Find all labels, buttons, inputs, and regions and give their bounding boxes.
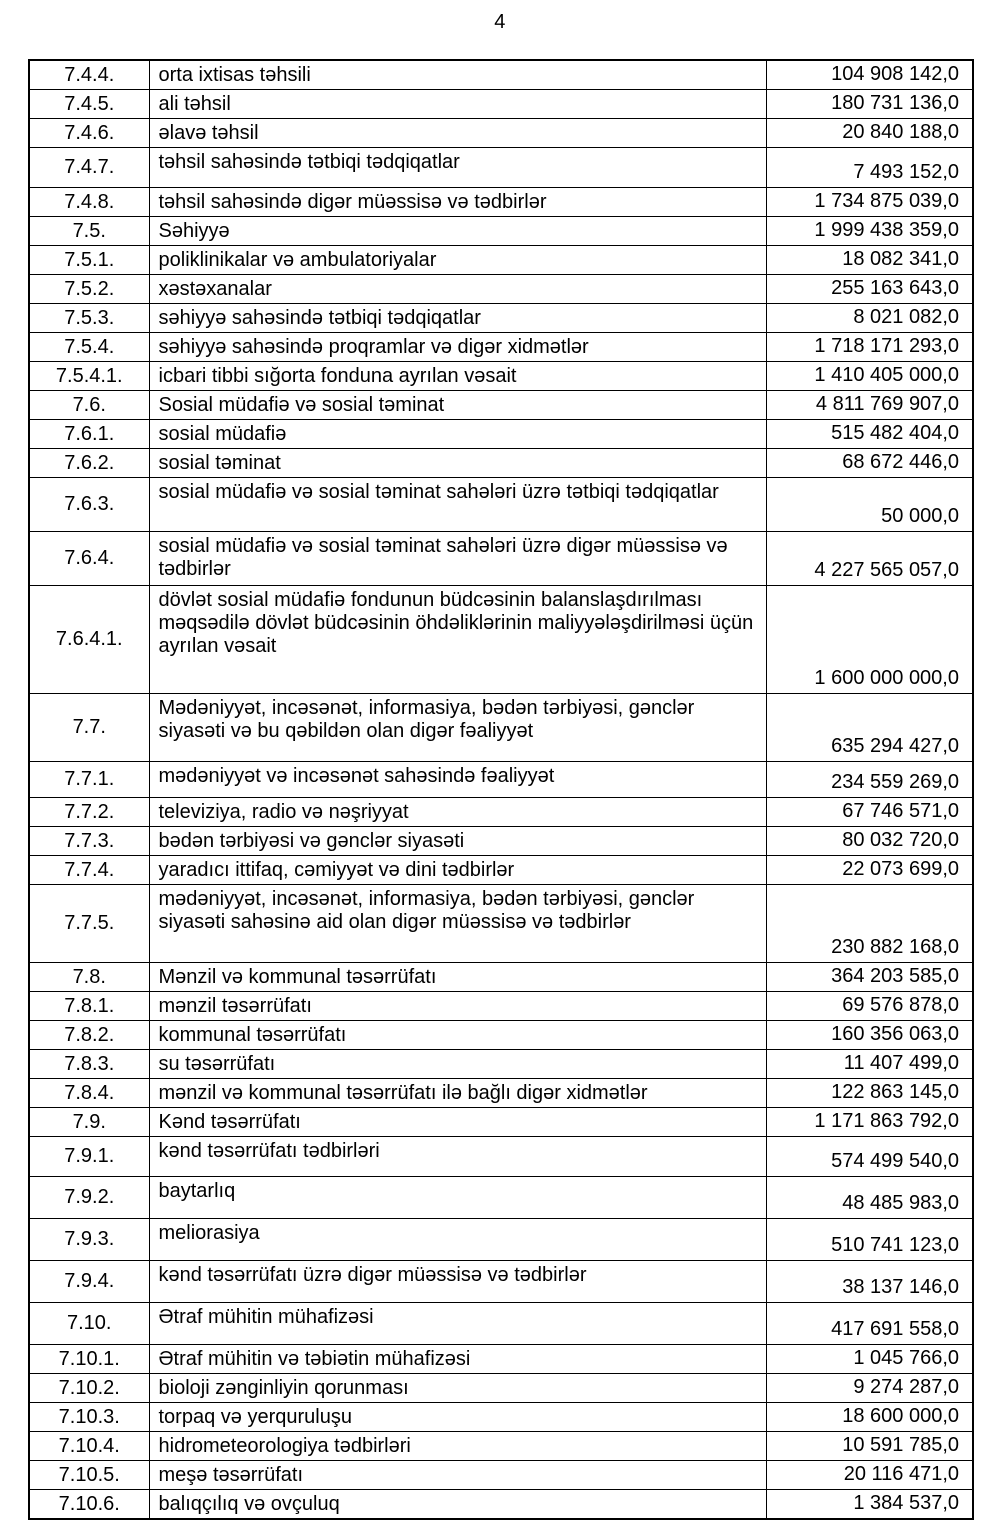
row-code: 7.9. <box>29 1108 149 1137</box>
row-description: kənd təsərrüfatı üzrə digər müəssisə və tədbirlər <box>149 1261 766 1303</box>
row-code: 7.5.4.1. <box>29 362 149 391</box>
row-description: Sosial müdafiə və sosial təminat <box>149 391 766 420</box>
row-code: 7.6.1. <box>29 420 149 449</box>
row-description: mədəniyyət, incəsənət, informasiya, bədən tərbiyəsi, gənclər siyasəti sahəsinə aid olan digər müəssisə və tədbirlər <box>149 885 766 963</box>
row-amount: 1 171 863 792,0 <box>766 1108 973 1137</box>
row-amount: 50 000,0 <box>766 478 973 532</box>
row-code: 7.7.3. <box>29 827 149 856</box>
row-description: sosial müdafiə <box>149 420 766 449</box>
row-code: 7.5. <box>29 217 149 246</box>
row-description: ali təhsil <box>149 90 766 119</box>
row-amount: 4 227 565 057,0 <box>766 532 973 586</box>
row-code: 7.4.6. <box>29 119 149 148</box>
table-row <box>29 119 973 148</box>
row-amount: 7 493 152,0 <box>766 148 973 188</box>
row-description: kənd təsərrüfatı tədbirləri <box>149 1137 766 1177</box>
table-row <box>29 1490 973 1520</box>
table-row <box>29 60 973 90</box>
row-code: 7.8.2. <box>29 1021 149 1050</box>
row-description: balıqçılıq və ovçuluq <box>149 1490 766 1520</box>
row-description: baytarlıq <box>149 1177 766 1219</box>
row-amount: 160 356 063,0 <box>766 1021 973 1050</box>
table-row <box>29 1177 973 1219</box>
row-code: 7.10.2. <box>29 1374 149 1403</box>
row-code: 7.10.1. <box>29 1345 149 1374</box>
row-amount: 1 384 537,0 <box>766 1490 973 1520</box>
row-description: meliorasiya <box>149 1219 766 1261</box>
row-amount: 48 485 983,0 <box>766 1177 973 1219</box>
row-description: Mənzil və kommunal təsərrüfatı <box>149 963 766 992</box>
row-code: 7.9.3. <box>29 1219 149 1261</box>
budget-table-body <box>29 60 973 1519</box>
row-amount: 4 811 769 907,0 <box>766 391 973 420</box>
row-amount: 10 591 785,0 <box>766 1432 973 1461</box>
table-row <box>29 449 973 478</box>
row-description: televiziya, radio və nəşriyyat <box>149 798 766 827</box>
row-code: 7.4.5. <box>29 90 149 119</box>
row-description: bədən tərbiyəsi və gənclər siyasəti <box>149 827 766 856</box>
row-code: 7.5.4. <box>29 333 149 362</box>
row-amount: 122 863 145,0 <box>766 1079 973 1108</box>
row-code: 7.5.1. <box>29 246 149 275</box>
table-row <box>29 1403 973 1432</box>
row-code: 7.10.3. <box>29 1403 149 1432</box>
table-row <box>29 992 973 1021</box>
table-row <box>29 963 973 992</box>
row-code: 7.10.5. <box>29 1461 149 1490</box>
row-description: mənzil və kommunal təsərrüfatı ilə bağlı digər xidmətlər <box>149 1079 766 1108</box>
row-description: xəstəxanalar <box>149 275 766 304</box>
row-amount: 67 746 571,0 <box>766 798 973 827</box>
budget-table <box>28 59 974 1520</box>
table-row <box>29 217 973 246</box>
table-row <box>29 391 973 420</box>
row-description: kommunal təsərrüfatı <box>149 1021 766 1050</box>
table-row <box>29 827 973 856</box>
table-row <box>29 1303 973 1345</box>
row-code: 7.4.4. <box>29 60 149 90</box>
row-amount: 22 073 699,0 <box>766 856 973 885</box>
row-amount: 1 600 000 000,0 <box>766 586 973 694</box>
table-row <box>29 798 973 827</box>
row-code: 7.10. <box>29 1303 149 1345</box>
row-code: 7.8.4. <box>29 1079 149 1108</box>
row-description: su təsərrüfatı <box>149 1050 766 1079</box>
table-row <box>29 333 973 362</box>
table-row <box>29 362 973 391</box>
row-amount: 38 137 146,0 <box>766 1261 973 1303</box>
row-description: dövlət sosial müdafiə fondunun büdcəsinin balanslaşdırılması məqsədilə dövlət büdcəsinin öhdəliklərinin maliyyələşdirilməsi üçün ayrılan vəsait <box>149 586 766 694</box>
row-amount: 515 482 404,0 <box>766 420 973 449</box>
row-amount: 9 274 287,0 <box>766 1374 973 1403</box>
table-row <box>29 1219 973 1261</box>
row-code: 7.7.4. <box>29 856 149 885</box>
row-code: 7.8.3. <box>29 1050 149 1079</box>
row-description: sosial təminat <box>149 449 766 478</box>
row-code: 7.6.2. <box>29 449 149 478</box>
row-description: Səhiyyə <box>149 217 766 246</box>
table-row <box>29 1345 973 1374</box>
table-row <box>29 304 973 333</box>
row-description: meşə təsərrüfatı <box>149 1461 766 1490</box>
row-amount: 1 734 875 039,0 <box>766 188 973 217</box>
row-description: təhsil sahəsində tətbiqi tədqiqatlar <box>149 148 766 188</box>
table-row <box>29 885 973 963</box>
row-amount: 234 559 269,0 <box>766 762 973 798</box>
table-row <box>29 1432 973 1461</box>
table-row <box>29 1261 973 1303</box>
row-amount: 255 163 643,0 <box>766 275 973 304</box>
row-code: 7.9.2. <box>29 1177 149 1219</box>
row-code: 7.10.6. <box>29 1490 149 1520</box>
table-row <box>29 1461 973 1490</box>
table-row <box>29 188 973 217</box>
row-amount: 20 116 471,0 <box>766 1461 973 1490</box>
row-amount: 180 731 136,0 <box>766 90 973 119</box>
row-description: poliklinikalar və ambulatoriyalar <box>149 246 766 275</box>
table-row <box>29 1108 973 1137</box>
row-amount: 1 718 171 293,0 <box>766 333 973 362</box>
table-row <box>29 478 973 532</box>
row-code: 7.10.4. <box>29 1432 149 1461</box>
row-description: icbari tibbi sığorta fonduna ayrılan vəsait <box>149 362 766 391</box>
row-description: mədəniyyət və incəsənət sahəsində fəaliyyət <box>149 762 766 798</box>
table-row <box>29 694 973 762</box>
row-amount: 69 576 878,0 <box>766 992 973 1021</box>
row-code: 7.7.1. <box>29 762 149 798</box>
table-row <box>29 1137 973 1177</box>
row-code: 7.5.2. <box>29 275 149 304</box>
row-description: Kənd təsərrüfatı <box>149 1108 766 1137</box>
row-code: 7.8. <box>29 963 149 992</box>
row-description: yaradıcı ittifaq, cəmiyyət və dini tədbirlər <box>149 856 766 885</box>
row-code: 7.6. <box>29 391 149 420</box>
page-number: 4 <box>494 11 506 33</box>
table-row <box>29 1021 973 1050</box>
row-code: 7.8.1. <box>29 992 149 1021</box>
table-row <box>29 246 973 275</box>
row-code: 7.9.4. <box>29 1261 149 1303</box>
row-code: 7.7.5. <box>29 885 149 963</box>
row-amount: 11 407 499,0 <box>766 1050 973 1079</box>
row-amount: 417 691 558,0 <box>766 1303 973 1345</box>
row-description: Mədəniyyət, incəsənət, informasiya, bədən tərbiyəsi, gənclər siyasəti və bu qəbildən olan digər fəaliyyət <box>149 694 766 762</box>
row-description: hidrometeorologiya tədbirləri <box>149 1432 766 1461</box>
row-amount: 18 082 341,0 <box>766 246 973 275</box>
row-code: 7.4.7. <box>29 148 149 188</box>
row-amount: 635 294 427,0 <box>766 694 973 762</box>
table-row <box>29 856 973 885</box>
row-code: 7.4.8. <box>29 188 149 217</box>
row-description: torpaq və yerquruluşu <box>149 1403 766 1432</box>
row-code: 7.6.3. <box>29 478 149 532</box>
row-description: əlavə təhsil <box>149 119 766 148</box>
row-description: mənzil təsərrüfatı <box>149 992 766 1021</box>
row-amount: 1 045 766,0 <box>766 1345 973 1374</box>
row-amount: 364 203 585,0 <box>766 963 973 992</box>
row-amount: 574 499 540,0 <box>766 1137 973 1177</box>
row-code: 7.5.3. <box>29 304 149 333</box>
table-row <box>29 1374 973 1403</box>
row-description: orta ixtisas təhsili <box>149 60 766 90</box>
table-row <box>29 586 973 694</box>
table-row <box>29 90 973 119</box>
row-code: 7.7.2. <box>29 798 149 827</box>
row-description: səhiyyə sahəsində proqramlar və digər xidmətlər <box>149 333 766 362</box>
row-amount: 1 410 405 000,0 <box>766 362 973 391</box>
row-amount: 8 021 082,0 <box>766 304 973 333</box>
row-description: Ətraf mühitin və təbiətin mühafizəsi <box>149 1345 766 1374</box>
row-code: 7.7. <box>29 694 149 762</box>
row-description: sosial müdafiə və sosial təminat sahələri üzrə digər müəssisə və tədbirlər <box>149 532 766 586</box>
row-amount: 230 882 168,0 <box>766 885 973 963</box>
table-row <box>29 420 973 449</box>
table-row <box>29 148 973 188</box>
table-row <box>29 1050 973 1079</box>
row-description: sosial müdafiə və sosial təminat sahələri üzrə tətbiqi tədqiqatlar <box>149 478 766 532</box>
row-amount: 1 999 438 359,0 <box>766 217 973 246</box>
row-description: Ətraf mühitin mühafizəsi <box>149 1303 766 1345</box>
row-amount: 18 600 000,0 <box>766 1403 973 1432</box>
row-amount: 80 032 720,0 <box>766 827 973 856</box>
row-amount: 104 908 142,0 <box>766 60 973 90</box>
row-code: 7.6.4.1. <box>29 586 149 694</box>
row-code: 7.9.1. <box>29 1137 149 1177</box>
table-row <box>29 1079 973 1108</box>
row-description: səhiyyə sahəsində tətbiqi tədqiqatlar <box>149 304 766 333</box>
row-amount: 20 840 188,0 <box>766 119 973 148</box>
table-row <box>29 532 973 586</box>
table-row <box>29 762 973 798</box>
table-row <box>29 275 973 304</box>
row-description: təhsil sahəsində digər müəssisə və tədbirlər <box>149 188 766 217</box>
row-description: bioloji zənginliyin qorunması <box>149 1374 766 1403</box>
row-amount: 510 741 123,0 <box>766 1219 973 1261</box>
row-amount: 68 672 446,0 <box>766 449 973 478</box>
row-code: 7.6.4. <box>29 532 149 586</box>
